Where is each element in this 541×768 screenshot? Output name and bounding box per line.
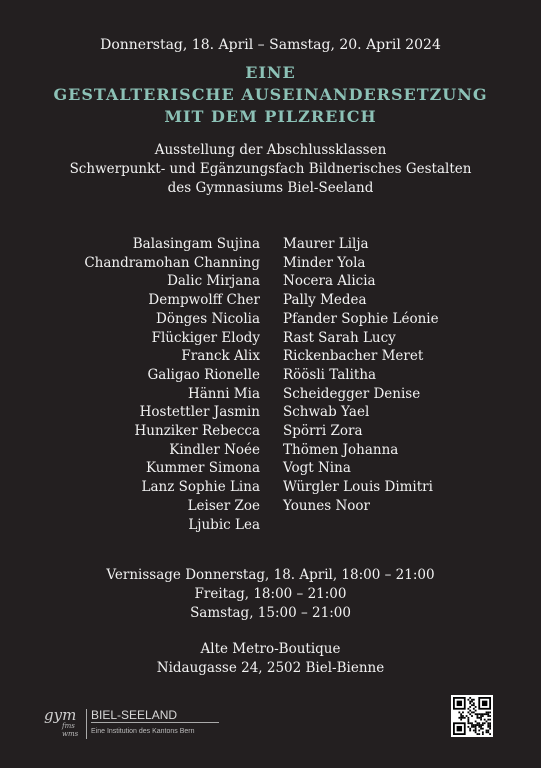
logo-sub-marks (62, 722, 78, 738)
qr-module (478, 713, 480, 715)
qr-module (486, 731, 488, 733)
student-name: Pfander Sophie Léonie (283, 310, 439, 327)
qr-module (467, 722, 469, 724)
qr-module (457, 726, 462, 731)
qr-module (460, 713, 462, 715)
qr-module (467, 711, 469, 713)
student-name: Pally Medea (283, 292, 367, 309)
qr-module (482, 701, 487, 706)
qr-module (469, 710, 471, 712)
qr-module (469, 701, 471, 703)
qr-module (466, 715, 468, 717)
qr-code-graphic (451, 695, 493, 737)
qr-module (467, 726, 469, 728)
qr-module (487, 724, 489, 726)
qr-module (478, 717, 480, 719)
student-names-right-column (283, 235, 439, 516)
qr-module (473, 704, 475, 706)
qr-module (471, 724, 473, 726)
qr-module (489, 733, 491, 735)
qr-module (471, 704, 473, 706)
friday-hours: Freitag, 18:00 – 21:00 (194, 586, 347, 602)
qr-module (473, 726, 475, 728)
qr-module (467, 721, 469, 723)
student-name: Dempwolff Cher (148, 292, 260, 309)
qr-module (475, 724, 477, 726)
qr-module (477, 713, 479, 715)
qr-module (469, 702, 471, 704)
title-line-3: MIT DEM PILZREICH (164, 107, 377, 126)
student-name: Scheidegger Denise (283, 385, 421, 402)
qr-module (471, 726, 473, 728)
qr-module (482, 731, 484, 733)
qr-module (458, 717, 460, 719)
qr-module (478, 722, 480, 724)
qr-module (469, 697, 471, 699)
saturday-hours: Samstag, 15:00 – 21:00 (190, 605, 351, 621)
qr-module (487, 722, 489, 724)
qr-module (477, 724, 479, 726)
qr-module (464, 717, 466, 719)
qr-module (471, 701, 473, 703)
qr-module (471, 699, 473, 701)
qr-module (482, 722, 484, 724)
qr-module (462, 717, 464, 719)
student-name: Vogt Nina (283, 460, 351, 477)
student-name: Hunziker Rebecca (134, 423, 260, 440)
qr-module (473, 699, 475, 701)
student-name: Ljubic Lea (188, 516, 260, 533)
qr-module (484, 713, 486, 715)
student-name: Balasingam Sujina (132, 236, 260, 252)
qr-module (475, 710, 477, 712)
opening-times (0, 566, 541, 623)
student-name: Galigao Rionelle (147, 366, 260, 383)
qr-module (475, 706, 477, 708)
logo-mark: gym (44, 706, 77, 724)
student-name: Dönges Nicolia (156, 310, 260, 327)
qr-module (477, 717, 479, 719)
student-name: Kummer Simona (145, 460, 260, 477)
qr-module (471, 722, 473, 724)
student-name: Rickenbacher Meret (283, 348, 424, 365)
qr-module (457, 701, 462, 706)
qr-module (473, 730, 475, 732)
qr-module (473, 724, 475, 726)
qr-module (482, 733, 484, 735)
qr-module (460, 719, 462, 721)
venue-address: Nidaugasse 24, 2502 Biel-Bienne (156, 660, 385, 676)
qr-module (486, 730, 488, 732)
qr-module (477, 722, 479, 724)
student-name: Maurer Lilja (283, 236, 369, 252)
qr-module (480, 715, 482, 717)
qr-module (469, 713, 471, 715)
qr-module (484, 722, 486, 724)
qr-module (482, 713, 484, 715)
title-line-2: GESTALTERISCHE AUSEINANDERSETZUNG (53, 85, 488, 104)
student-names-left-column (84, 235, 260, 534)
qr-module (469, 730, 471, 732)
event-dates: Donnerstag, 18. April – Samstag, 20. April 2024 (100, 37, 441, 53)
qr-module (469, 728, 471, 730)
logo-sub-wms: wms (62, 730, 79, 738)
qr-module (486, 721, 488, 723)
qr-module (482, 724, 484, 726)
qr-module (467, 719, 469, 721)
student-name: Younes Noor (283, 497, 370, 514)
qr-module (480, 726, 482, 728)
student-name: Leiser Zoe (187, 497, 260, 514)
student-name: Spörri Zora (283, 423, 363, 440)
qr-module (489, 715, 491, 717)
qr-module (467, 699, 469, 701)
qr-module (480, 713, 482, 715)
student-name: Chandramohan Channing (84, 254, 260, 271)
qr-module (475, 730, 477, 732)
qr-module (475, 731, 477, 733)
exhibition-subtitle (0, 141, 541, 198)
qr-module (478, 733, 480, 735)
exhibition-title (0, 62, 541, 128)
qr-module (473, 711, 475, 713)
qr-module (480, 717, 482, 719)
qr-module (469, 706, 471, 708)
student-name: Nocera Alicia (283, 273, 376, 290)
logo-school-name: BIEL-SEELAND (91, 708, 178, 722)
student-name: Dalic Mirjana (167, 273, 260, 290)
logo-institution: Eine Institution des Kantons Bern (91, 728, 195, 735)
qr-module (475, 713, 477, 715)
qr-module (489, 724, 491, 726)
qr-module (480, 719, 482, 721)
qr-module (486, 713, 488, 715)
qr-module (475, 726, 477, 728)
venue (0, 640, 541, 678)
student-name: Lanz Sophie Lina (141, 479, 260, 496)
qr-module (462, 715, 464, 717)
qr-module (460, 715, 462, 717)
qr-module (467, 708, 469, 710)
qr-module (460, 717, 462, 719)
qr-module (477, 733, 479, 735)
student-name: Franck Alix (181, 348, 260, 365)
vernissage-line: Vernissage Donnerstag, 18. April, 18:00 – 21:00 (106, 567, 435, 583)
qr-module (487, 715, 489, 717)
qr-module (489, 719, 491, 721)
qr-module (478, 726, 480, 728)
student-name: Würgler Louis Dimitri (283, 479, 433, 496)
qr-module (462, 711, 464, 713)
qr-module (477, 715, 479, 717)
student-name: Flückiger Elody (151, 329, 260, 346)
venue-name: Alte Metro-Boutique (200, 641, 341, 657)
student-name: Röösli Talitha (283, 366, 377, 383)
qr-module (469, 722, 471, 724)
qr-module (486, 711, 488, 713)
qr-module (487, 731, 489, 733)
qr-module (475, 721, 477, 723)
qr-module (467, 717, 469, 719)
student-name: Hostettler Jasmin (139, 404, 260, 421)
qr-module (482, 728, 484, 730)
qr-module (471, 711, 473, 713)
qr-module (487, 726, 489, 728)
student-name: Kindler Noée (169, 441, 260, 458)
qr-module (487, 713, 489, 715)
subtitle-line-2: Schwerpunkt- und Egänzungsfach Bildnerisches Gestalten (69, 161, 472, 177)
qr-module (489, 728, 491, 730)
qr-module (478, 730, 480, 732)
qr-module (487, 711, 489, 713)
subtitle-line-3: des Gymnasiums Biel-Seeland (167, 180, 374, 196)
qr-module (475, 728, 477, 730)
logo-divider (86, 709, 87, 739)
logo-rule (91, 722, 219, 723)
qr-module (458, 711, 460, 713)
student-name: Thömen Johanna (283, 441, 399, 458)
qr-module (480, 724, 482, 726)
qr-code-icon[interactable] (451, 695, 493, 737)
qr-module (471, 715, 473, 717)
qr-module (489, 711, 491, 713)
qr-module (473, 702, 475, 704)
subtitle-line-1: Ausstellung der Abschlussklassen (154, 142, 387, 158)
qr-module (482, 715, 484, 717)
qr-module (480, 728, 482, 730)
logo-sub-fms: fms (62, 722, 75, 730)
qr-module (487, 719, 489, 721)
qr-module (489, 722, 491, 724)
student-name: Hänni Mia (187, 385, 260, 402)
qr-module (489, 726, 491, 728)
qr-module (478, 724, 480, 726)
qr-module (484, 719, 486, 721)
student-name: Schwab Yael (283, 404, 370, 421)
student-name: Rast Sarah Lucy (283, 329, 396, 346)
title-line-1: EINE (245, 63, 296, 82)
qr-module (487, 730, 489, 732)
student-name: Minder Yola (283, 254, 366, 271)
qr-module (473, 708, 475, 710)
